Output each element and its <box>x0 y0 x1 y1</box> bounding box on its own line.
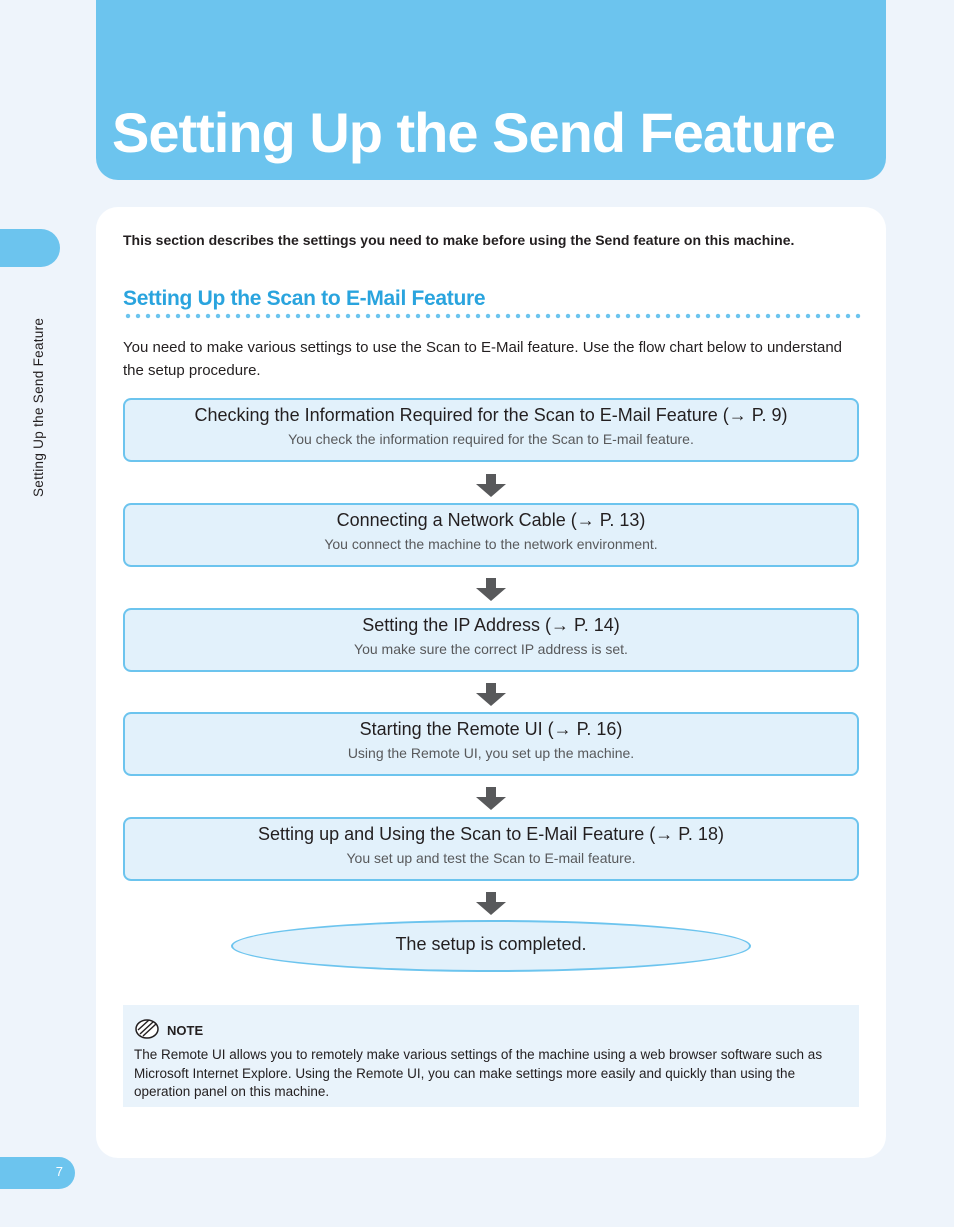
section-heading: Setting Up the Scan to E-Mail Feature <box>123 287 486 310</box>
side-chapter-label: Setting Up the Send Feature <box>31 317 46 497</box>
step-title[interactable]: Connecting a Network Cable (→ P. 13) <box>336 510 646 530</box>
flow-end-text: The setup is completed. <box>395 934 587 954</box>
step-description: You check the information required for the Scan to E-mail feature. <box>288 431 694 447</box>
dotted-divider <box>123 313 863 319</box>
note-label: NOTE <box>167 1023 204 1038</box>
down-arrow-icon <box>476 683 506 707</box>
section-body: You need to make various settings to use the Scan to E-Mail feature. Use the flow chart below to understand the setup procedure. <box>123 339 843 379</box>
note-text: The Remote UI allows you to remotely make various settings of the machine using a web browser software such as Microsoft Internet Explore. Using the Remote UI, you can make settings more easily and quickly than using the operation panel on this machine. <box>134 1047 823 1099</box>
flow-step-scan-to-email <box>123 817 859 881</box>
step-description: You make sure the correct IP address is set. <box>354 641 628 657</box>
step-title[interactable]: Starting the Remote UI (→ P. 16) <box>359 719 623 739</box>
step-title[interactable]: Checking the Information Required for the Scan to E-Mail Feature (→ P. 9) <box>194 405 788 425</box>
side-tab <box>0 229 60 267</box>
down-arrow-icon <box>476 892 506 916</box>
down-arrow-icon <box>476 578 506 602</box>
flow-step-network-cable <box>123 503 859 567</box>
down-arrow-icon <box>476 787 506 811</box>
flow-step-check-info <box>123 398 859 462</box>
page-number: 7 <box>55 1164 63 1179</box>
step-title[interactable]: Setting up and Using the Scan to E-Mail Feature (→ P. 18) <box>258 824 724 844</box>
step-title[interactable]: Setting the IP Address (→ P. 14) <box>362 615 620 635</box>
flow-step-ip-address <box>123 608 859 672</box>
intro-text: This section describes the settings you need to make before using the Send feature on this machine. <box>123 232 795 248</box>
flow-end-oval <box>231 920 751 972</box>
step-description: Using the Remote UI, you set up the machine. <box>347 745 635 761</box>
step-description: You connect the machine to the network environment. <box>324 536 658 552</box>
flow-step-remote-ui <box>123 712 859 776</box>
note-panel <box>123 1005 859 1107</box>
page-number-tab <box>0 1157 75 1189</box>
page-title: Setting Up the Send Feature <box>112 101 835 164</box>
step-description: You set up and test the Scan to E-mail feature. <box>346 850 636 866</box>
down-arrow-icon <box>476 474 506 498</box>
note-pencil-icon <box>135 1017 161 1039</box>
